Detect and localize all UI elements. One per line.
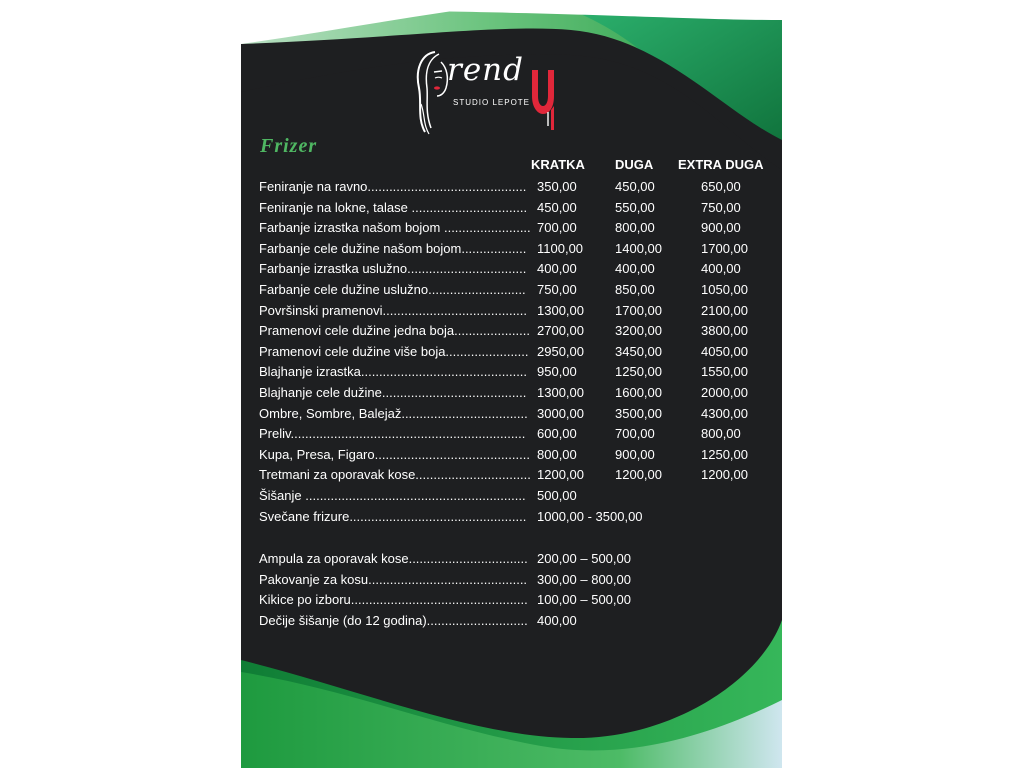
price-row (259, 198, 764, 218)
service-name: Površinski pramenovi........................................ (259, 302, 528, 318)
price-kratka: 1000,00 - 3500,00 (537, 508, 643, 524)
price-extra-duga: 900,00 (701, 220, 741, 236)
price-row (259, 280, 764, 300)
price-extra-duga: 4300,00 (701, 405, 748, 421)
price-extra-duga: 1250,00 (701, 446, 748, 462)
service-name: Pramenovi cele dužine jedna boja..................... (259, 323, 530, 339)
service-name: Farbanje izrastka uslužno................................. (259, 261, 527, 277)
price-kratka: 600,00 (537, 426, 577, 442)
service-name: Preliv................................................................. (259, 426, 526, 442)
brand-subtitle: STUDIO LEPOTE (453, 98, 531, 107)
extra-row (259, 570, 764, 590)
bottom-green-wave-decoration (241, 620, 782, 768)
service-name: Farbanje cele dužine našom bojom.................. (259, 240, 527, 256)
extra-price: 400,00 (537, 612, 577, 628)
price-extra-duga: 3800,00 (701, 323, 748, 339)
service-name: Farbanje izrastka našom bojom ........................ (259, 220, 531, 236)
extra-service-name: Dečije šišanje (do 12 godina)............................ (259, 612, 528, 628)
price-kratka: 800,00 (537, 446, 577, 462)
price-row (259, 321, 764, 341)
price-kratka: 1300,00 (537, 385, 584, 400)
price-row (259, 239, 764, 259)
price-row (259, 383, 764, 403)
price-duga: 3200,00 (615, 323, 662, 339)
price-kratka: 350,00 (537, 179, 577, 194)
price-row (259, 177, 764, 197)
price-kratka: 450,00 (537, 199, 577, 215)
price-duga: 3450,00 (615, 343, 662, 359)
service-name: Šišanje ............................................................. (259, 488, 526, 503)
service-name: Kupa, Presa, Figaro........................................... (259, 446, 530, 462)
price-duga: 550,00 (615, 199, 655, 215)
price-duga: 3500,00 (615, 405, 662, 421)
price-duga: 850,00 (615, 282, 655, 297)
price-extra-duga: 400,00 (701, 261, 741, 277)
brand-name: rend (447, 52, 524, 88)
price-duga: 1700,00 (615, 302, 662, 318)
price-kratka: 750,00 (537, 282, 577, 297)
service-name: Feniranje na ravno............................................ (259, 179, 527, 194)
service-name: Ombre, Sombre, Balejaž................................... (259, 405, 528, 421)
price-extra-duga: 1200,00 (701, 467, 748, 483)
price-kratka: 1300,00 (537, 302, 584, 318)
price-row (259, 259, 764, 279)
service-name: Farbanje cele dužine uslužno........................... (259, 282, 526, 297)
extra-service-name: Kikice po izboru................................................. (259, 592, 528, 608)
price-row (259, 218, 764, 238)
extra-row (259, 611, 764, 631)
price-duga: 1600,00 (615, 385, 662, 400)
price-extra-duga: 650,00 (701, 179, 741, 194)
price-kratka: 2700,00 (537, 323, 584, 339)
price-extra-duga: 1050,00 (701, 282, 748, 297)
price-list-page (241, 0, 782, 768)
price-kratka: 2950,00 (537, 343, 584, 359)
price-duga: 400,00 (615, 261, 655, 277)
price-row (259, 465, 764, 485)
service-name: Tretmani za oporavak kose................................ (259, 467, 531, 483)
price-kratka: 700,00 (537, 220, 577, 236)
price-row (259, 301, 764, 321)
service-name: Blajhanje cele dužine........................................ (259, 385, 527, 400)
service-name: Blajhanje izrastka.............................................. (259, 364, 528, 380)
extra-price: 100,00 – 500,00 (537, 592, 631, 608)
price-extra-duga: 750,00 (701, 199, 741, 215)
price-duga: 450,00 (615, 179, 655, 194)
price-row (259, 507, 764, 527)
extra-service-name: Ampula za oporavak kose................................. (259, 551, 528, 566)
price-kratka: 1100,00 (537, 240, 584, 256)
price-kratka: 3000,00 (537, 405, 584, 421)
price-extra-duga: 4050,00 (701, 343, 748, 359)
price-extra-duga: 2100,00 (701, 302, 748, 318)
column-header-duga: DUGA (615, 157, 654, 172)
price-kratka: 1200,00 (537, 467, 584, 483)
price-duga: 1250,00 (615, 364, 662, 380)
extra-row (259, 590, 764, 610)
extra-service-name: Pakovanje za kosu............................................ (259, 571, 528, 587)
price-extra-duga: 1550,00 (701, 364, 748, 380)
price-extra-duga: 800,00 (701, 426, 741, 442)
extra-price: 300,00 – 800,00 (537, 571, 631, 587)
brand-logo (413, 48, 575, 138)
price-row (259, 445, 764, 465)
extra-price: 200,00 – 500,00 (537, 551, 631, 566)
price-row (259, 404, 764, 424)
price-duga: 800,00 (615, 220, 655, 236)
price-extra-duga: 2000,00 (701, 385, 748, 400)
service-name: Svečane frizure................................................. (259, 508, 527, 524)
price-row (259, 342, 764, 362)
price-row (259, 486, 764, 506)
price-kratka: 950,00 (537, 364, 577, 380)
price-duga: 900,00 (615, 446, 655, 462)
column-header-extra-duga: EXTRA DUGA (678, 157, 764, 172)
price-kratka: 400,00 (537, 261, 577, 277)
column-header-kratka: KRATKA (531, 157, 585, 172)
section-title: Frizer (260, 135, 318, 157)
price-duga: 700,00 (615, 426, 655, 442)
price-kratka: 500,00 (537, 488, 577, 503)
price-duga: 1200,00 (615, 467, 662, 483)
service-name: Pramenovi cele dužine više boja....................... (259, 343, 529, 359)
price-duga: 1400,00 (615, 240, 662, 256)
price-row (259, 362, 764, 382)
service-name: Feniranje na lokne, talase ................................ (259, 199, 528, 215)
extra-row (259, 549, 764, 569)
price-row (259, 424, 764, 444)
price-extra-duga: 1700,00 (701, 240, 748, 256)
